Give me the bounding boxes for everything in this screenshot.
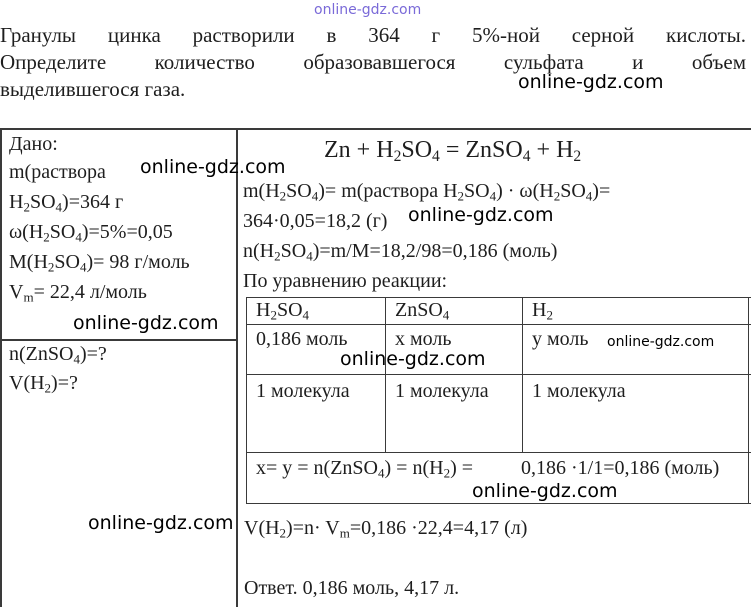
equation-equals: = (445, 137, 460, 163)
given-mass-label: m(раствора (9, 161, 106, 183)
given-omega: $\omega(H_2SO_4)=5\%=0,05$ (9, 221, 173, 245)
solution-line-1: $m(H_2SO_4)=$ m(раствора $H_2SO_4) \cdot \omega(H_2SO_4)=$ (243, 180, 611, 204)
watermark-4: online-gdz.com (73, 312, 219, 334)
given-mass-value: =364 г (68, 191, 124, 213)
problem-line-3: выделившегося газа. (0, 77, 186, 101)
inner-table-col1 (385, 297, 386, 452)
solution-line-2: 364·0,05=18,2 (г) (243, 210, 388, 232)
volume-calculation: $V(H_2)=n\cdot V_m=0,186 \cdot 22,4=4,17$ (л) (244, 517, 528, 541)
answer: Ответ. 0,186 моль, 4,17 л. (244, 577, 460, 599)
inner-table-bottom (246, 503, 751, 504)
inner-table-row3 (246, 452, 751, 453)
find-n-znso4: n(ZnSO$_4$)=? (9, 343, 107, 367)
cell-molecule-3: 1 молекула (532, 380, 626, 402)
table-top-border (0, 128, 751, 130)
problem-line-1: Гранулы цинка растворили в 364 г 5%-ной серной кислоты. (0, 23, 746, 47)
cell-znso4-amount: x моль (395, 328, 452, 350)
given-omega-value: =5%=0,05 (88, 221, 173, 243)
solution-line-3: $n(H_2SO_4)=m/M=18,2/98=0,186$ (моль) (243, 240, 558, 264)
table-column-divider (236, 128, 238, 607)
problem-line-2: Определите количество образовавшегося сульфата и объем (0, 50, 746, 74)
watermark-2: online-gdz.com (140, 156, 286, 178)
cell-header-h2: $H_2$ (532, 299, 553, 323)
inner-table-col2 (522, 297, 523, 452)
inner-table-row1 (246, 324, 751, 325)
watermark-5: online-gdz.com (340, 348, 486, 370)
inner-table-right (748, 297, 749, 503)
find-v-h2-value: =? (57, 372, 78, 394)
given-molar-value: = 98 г/моль (93, 251, 190, 273)
equation-plus-1: + (356, 137, 371, 163)
watermark-7: online-gdz.com (472, 480, 618, 502)
cell-h2-amount: у моль (532, 328, 589, 350)
cell-header-h2so4: $H_2SO_4$ (256, 299, 310, 323)
watermark-1: online-gdz.com (518, 71, 664, 93)
cell-h2so4-amount: 0,186 моль (256, 328, 348, 350)
watermark-top: online-gdz.com (314, 2, 422, 18)
inner-table-row2 (246, 374, 751, 375)
x-equals-y-value: 0,186 ·1/1=0,186 (моль) (521, 457, 720, 479)
x-equals-y: x= у = n(ZnSO$_4$) = $n(H_2)$ = (256, 457, 474, 481)
cell-header-znso4: ZnSO$_4$ (395, 299, 450, 323)
cell-molecule-2: 1 молекула (395, 380, 489, 402)
watermark-6: online-gdz.com (607, 334, 715, 350)
reaction-equation: $Zn + H_2SO_4$ = ZnSO$_4$ + $H_2$ (324, 137, 582, 165)
given-title: Дано: (9, 133, 58, 155)
given-molar-mass: $M(H_2SO_4)= 98$ г/моль (9, 251, 190, 275)
inner-table-top (246, 297, 751, 298)
given-find-divider (0, 339, 238, 341)
watermark-3: online-gdz.com (408, 204, 554, 226)
cell-molecule-1: 1 молекула (256, 380, 350, 402)
by-equation-label: По уравнению реакции: (243, 270, 448, 292)
inner-table-left (246, 297, 247, 503)
find-n-znso4-value: =? (86, 343, 107, 365)
equation-plus-2: + (536, 137, 551, 163)
find-v-h2: $V(H_2)=$? (9, 372, 78, 396)
given-vm-value: = 22,4 л/моль (33, 281, 147, 303)
table-left-border (0, 128, 2, 607)
given-mass: $H_2SO_4)=364$ г (9, 191, 124, 215)
watermark-8: online-gdz.com (88, 512, 234, 534)
given-molar-volume: $V_m= 22,4$ л/моль (9, 281, 147, 305)
